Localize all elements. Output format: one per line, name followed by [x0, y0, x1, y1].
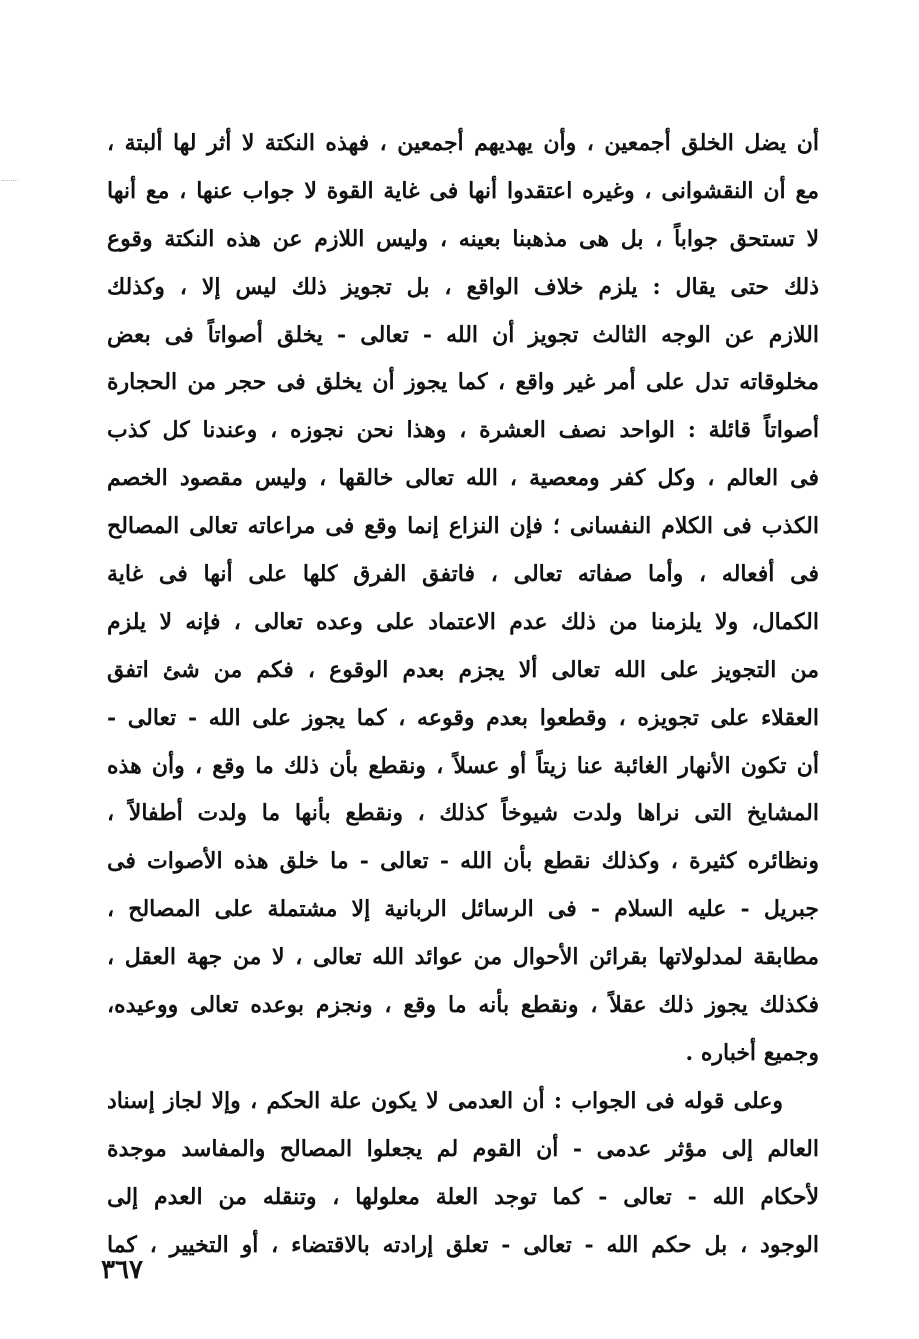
text-line: فى العالم ، وكل كفر ومعصية ، الله تعالى خالقها ، وليس مقصود الخصم	[107, 465, 819, 492]
text-line: من التجويز على الله تعالى ألا يجزم بعدم الوقوع ، فكم من شئ اتفق	[107, 656, 819, 683]
text-line: العقلاء على تجويزه ، وقطعوا بعدم وقوعه ، كما يجوز على الله - تعالى -	[107, 704, 819, 731]
paragraph-2	[107, 1078, 819, 1270]
text-line: لا تستحق جواباً ، بل هى مذهبنا بعينه ، وليس اللازم عن هذه النكتة وقوع	[107, 225, 819, 252]
text-line: أصواتاً قائلة : الواحد نصف العشرة ، وهذا نحن نجوزه ، وعندنا كل كذب	[107, 417, 819, 444]
text-line: مخلوقاته تدل على أمر غير واقع ، كما يجوز أن يخلق فى حجر من الحجارة	[107, 369, 819, 396]
text-line: فكذلك يجوز ذلك عقلاً ، ونقطع بأنه ما وقع ، ونجزم بوعده تعالى ووعيده،	[107, 992, 819, 1019]
scan-edge-mark	[2, 180, 18, 182]
text-line: لأحكام الله - تعالى - كما توجد العلة معلولها ، وتنقله من العدم إلى	[107, 1183, 819, 1210]
text-line: أن تكون الأنهار الغائبة عنا زيتاً أو عسلاً ، ونقطع بأن ذلك ما وقع ، وأن هذه	[107, 752, 819, 779]
text-line: ونظائره كثيرة ، وكذلك نقطع بأن الله - تعالى - ما خلق هذه الأصوات فى	[107, 848, 819, 875]
text-line: المشايخ التى نراها ولدت شيوخاً كذلك ، ونقطع بأنها ما ولدت أطفالاً ،	[107, 800, 819, 827]
text-line: الكذب فى الكلام النفسانى ؛ فإن النزاع إنما وقع فى مراعاته تعالى المصالح	[107, 513, 819, 540]
page-number: ٣٦٧	[101, 1255, 143, 1285]
text-line: وجميع أخباره .	[685, 1039, 819, 1066]
text-line: مع أن النقشوانى ، وغيره اعتقدوا أنها فى غاية القوة لا جواب عنها ، مع أنها	[107, 177, 819, 204]
paragraph-1	[107, 120, 819, 1078]
text-line: فى أفعاله ، وأما صفاته تعالى ، فاتفق الفرق كلها على أنها فى غاية	[107, 561, 819, 588]
text-line: مطابقة لمدلولاتها بقرائن الأحوال من عوائد الله تعالى ، لا من جهة العقل ،	[107, 944, 819, 971]
text-line: ذلك حتى يقال : يلزم خلاف الواقع ، بل تجويز ذلك ليس إلا ، وكذلك	[107, 273, 819, 300]
text-line: جبريل - عليه السلام - فى الرسائل الربانية إلا مشتملة على المصالح ،	[107, 896, 819, 923]
text-line: وعلى قوله فى الجواب : أن العدمى لا يكون علة الحكم ، وإلا لجاز إسناد	[107, 1088, 783, 1114]
text-line: الكمال، ولا يلزمنا من ذلك عدم الاعتماد على وعده تعالى ، فإنه لا يلزم	[107, 608, 819, 635]
text-line: اللازم عن الوجه الثالث تجويز أن الله - تعالى - يخلق أصواتاً فى بعض	[107, 321, 819, 348]
text-line: أن يضل الخلق أجمعين ، وأن يهديهم أجمعين ، فهذه النكتة لا أثر لها ألبتة ،	[107, 130, 819, 156]
text-line: العالم إلى مؤثر عدمى - أن القوم لم يجعلوا المصالح والمفاسد موجدة	[107, 1135, 819, 1162]
text-line: الوجود ، بل حكم الله - تعالى - تعلق إرادته بالاقتضاء ، أو التخيير ، كما	[107, 1231, 819, 1258]
